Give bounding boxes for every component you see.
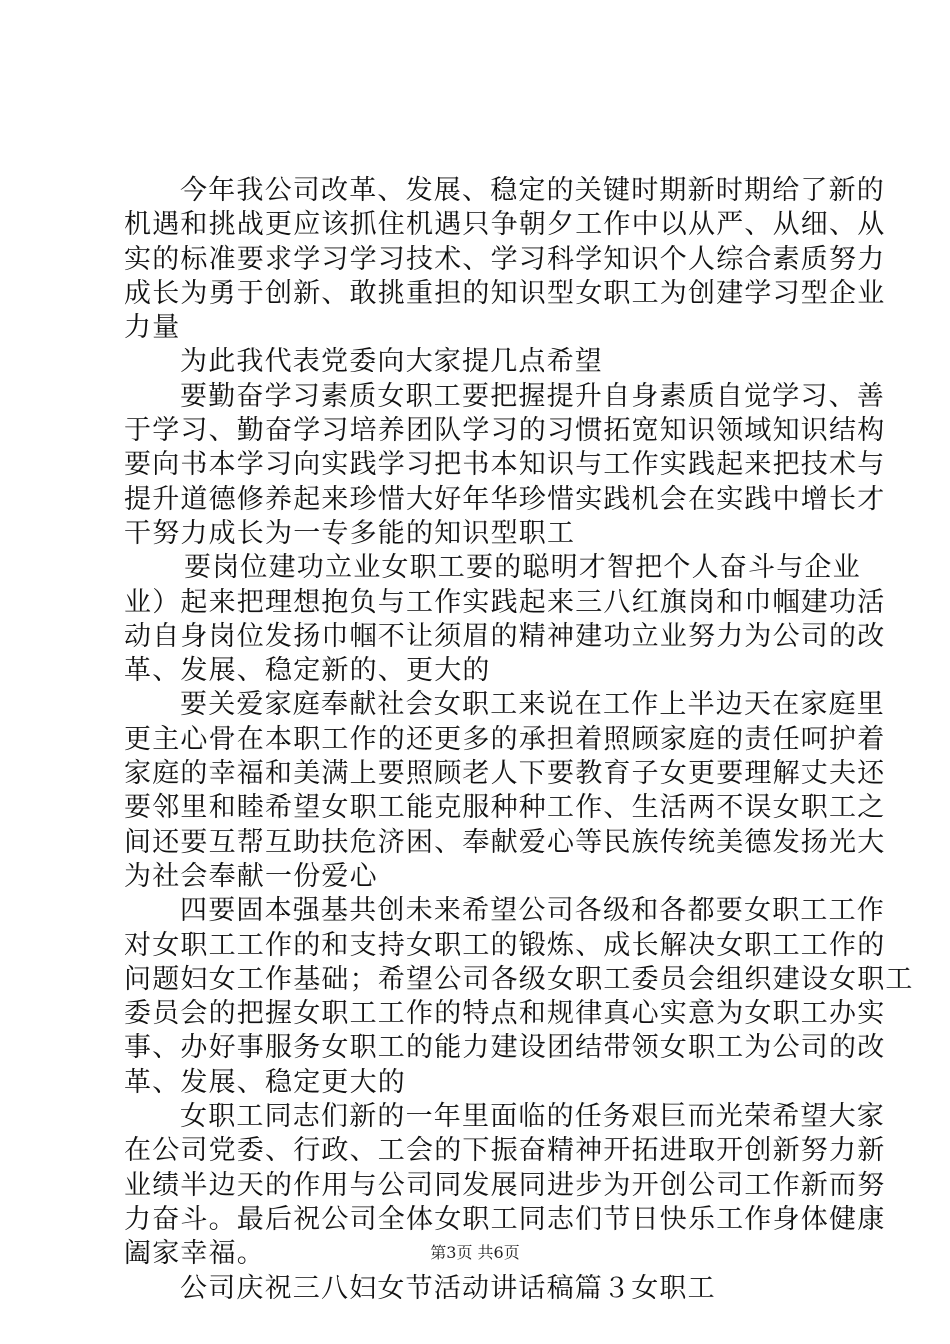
paragraph-line: 成长为勇于创新、敢挑重担的知识型女职工为创建学习型企业: [124, 277, 886, 309]
paragraph-line: 要岗位建功立业女职工要的聪明才智把个人奋斗与企业: [184, 552, 861, 584]
paragraph-line: 对女职工工作的和支持女职工的锻炼、成长解决女职工工作的: [124, 929, 886, 961]
paragraph-line: 干努力成长为一专多能的知识型职工: [124, 517, 576, 549]
paragraph-line: 革、发展、稳定更大的: [124, 1066, 406, 1098]
paragraph-line: 间还要互帮互助扶危济困、奉献爱心等民族传统美德发扬光大: [124, 826, 886, 858]
paragraph-line: 力奋斗。最后祝公司全体女职工同志们节日快乐工作身体健康: [124, 1203, 886, 1235]
paragraph-line: 机遇和挑战更应该抓住机遇只争朝夕工作中以从严、从细、从: [124, 209, 886, 241]
paragraph-line: 四要固本强基共创未来希望公司各级和各都要女职工工作: [180, 895, 885, 927]
paragraph-line: 事、办好事服务女职工的能力建设团结带领女职工为公司的改: [124, 1032, 886, 1064]
paragraph-line: 公司庆祝三八妇女节活动讲话稿篇３女职工: [180, 1272, 716, 1304]
paragraph-line: 实的标准要求学习学习技术、学习科学知识个人综合素质努力: [124, 243, 886, 275]
paragraph-line: 业绩半边天的作用与公司同发展同进步为开创公司工作新而努: [124, 1169, 886, 1201]
paragraph-line: 家庭的幸福和美满上要照顾老人下要教育子女更要理解丈夫还: [124, 758, 886, 790]
paragraph-line: 于学习、勤奋学习培养团队学习的习惯拓宽知识领域知识结构: [124, 415, 886, 447]
paragraph-line: 委员会的把握女职工工作的特点和规律真心实意为女职工办实: [124, 998, 886, 1030]
paragraph-line: 为社会奉献一份爱心: [124, 860, 378, 892]
paragraph-line: 要勤奋学习素质女职工要把握提升自身素质自觉学习、善: [180, 380, 885, 412]
paragraph-line: 今年我公司改革、发展、稳定的关键时期新时期给了新的: [180, 175, 885, 206]
paragraph-line: 阖家幸福。: [124, 1238, 265, 1270]
paragraph-line: 更主心骨在本职工作的还更多的承担着照顾家庭的责任呵护着: [124, 723, 886, 755]
paragraph-line: 为此我代表党委向大家提几点希望: [180, 346, 603, 378]
paragraph-line: 革、发展、稳定新的、更大的: [124, 655, 491, 687]
paragraph-line: 要关爱家庭奉献社会女职工来说在工作上半边天在家庭里: [180, 689, 885, 721]
page-number-footer: 第3页 共6页: [430, 1243, 520, 1262]
paragraph-line: 力量: [124, 312, 181, 344]
document-body: [124, 174, 914, 1306]
paragraph-line: 问题妇女工作基础；希望公司各级女职工委员会组织建设女职工: [124, 963, 914, 995]
paragraph-line: 业）起来把理想抱负与工作实践起来三八红旗岗和巾帼建功活: [124, 586, 886, 618]
paragraph-line: 动自身岗位发扬巾帼不让须眉的精神建功立业努力为公司的改: [124, 620, 886, 652]
paragraph-line: 在公司党委、行政、工会的下振奋精神开拓进取开创新努力新: [124, 1135, 886, 1167]
paragraph-line: 要邻里和睦希望女职工能克服种种工作、生活两不误女职工之: [124, 792, 886, 824]
paragraph-line: 女职工同志们新的一年里面临的任务艰巨而光荣希望大家: [180, 1101, 885, 1133]
paragraph-line: 提升道德修养起来珍惜大好年华珍惜实践机会在实践中增长才: [124, 483, 886, 515]
paragraph-line: 要向书本学习向实践学习把书本知识与工作实践起来把技术与: [124, 449, 886, 481]
